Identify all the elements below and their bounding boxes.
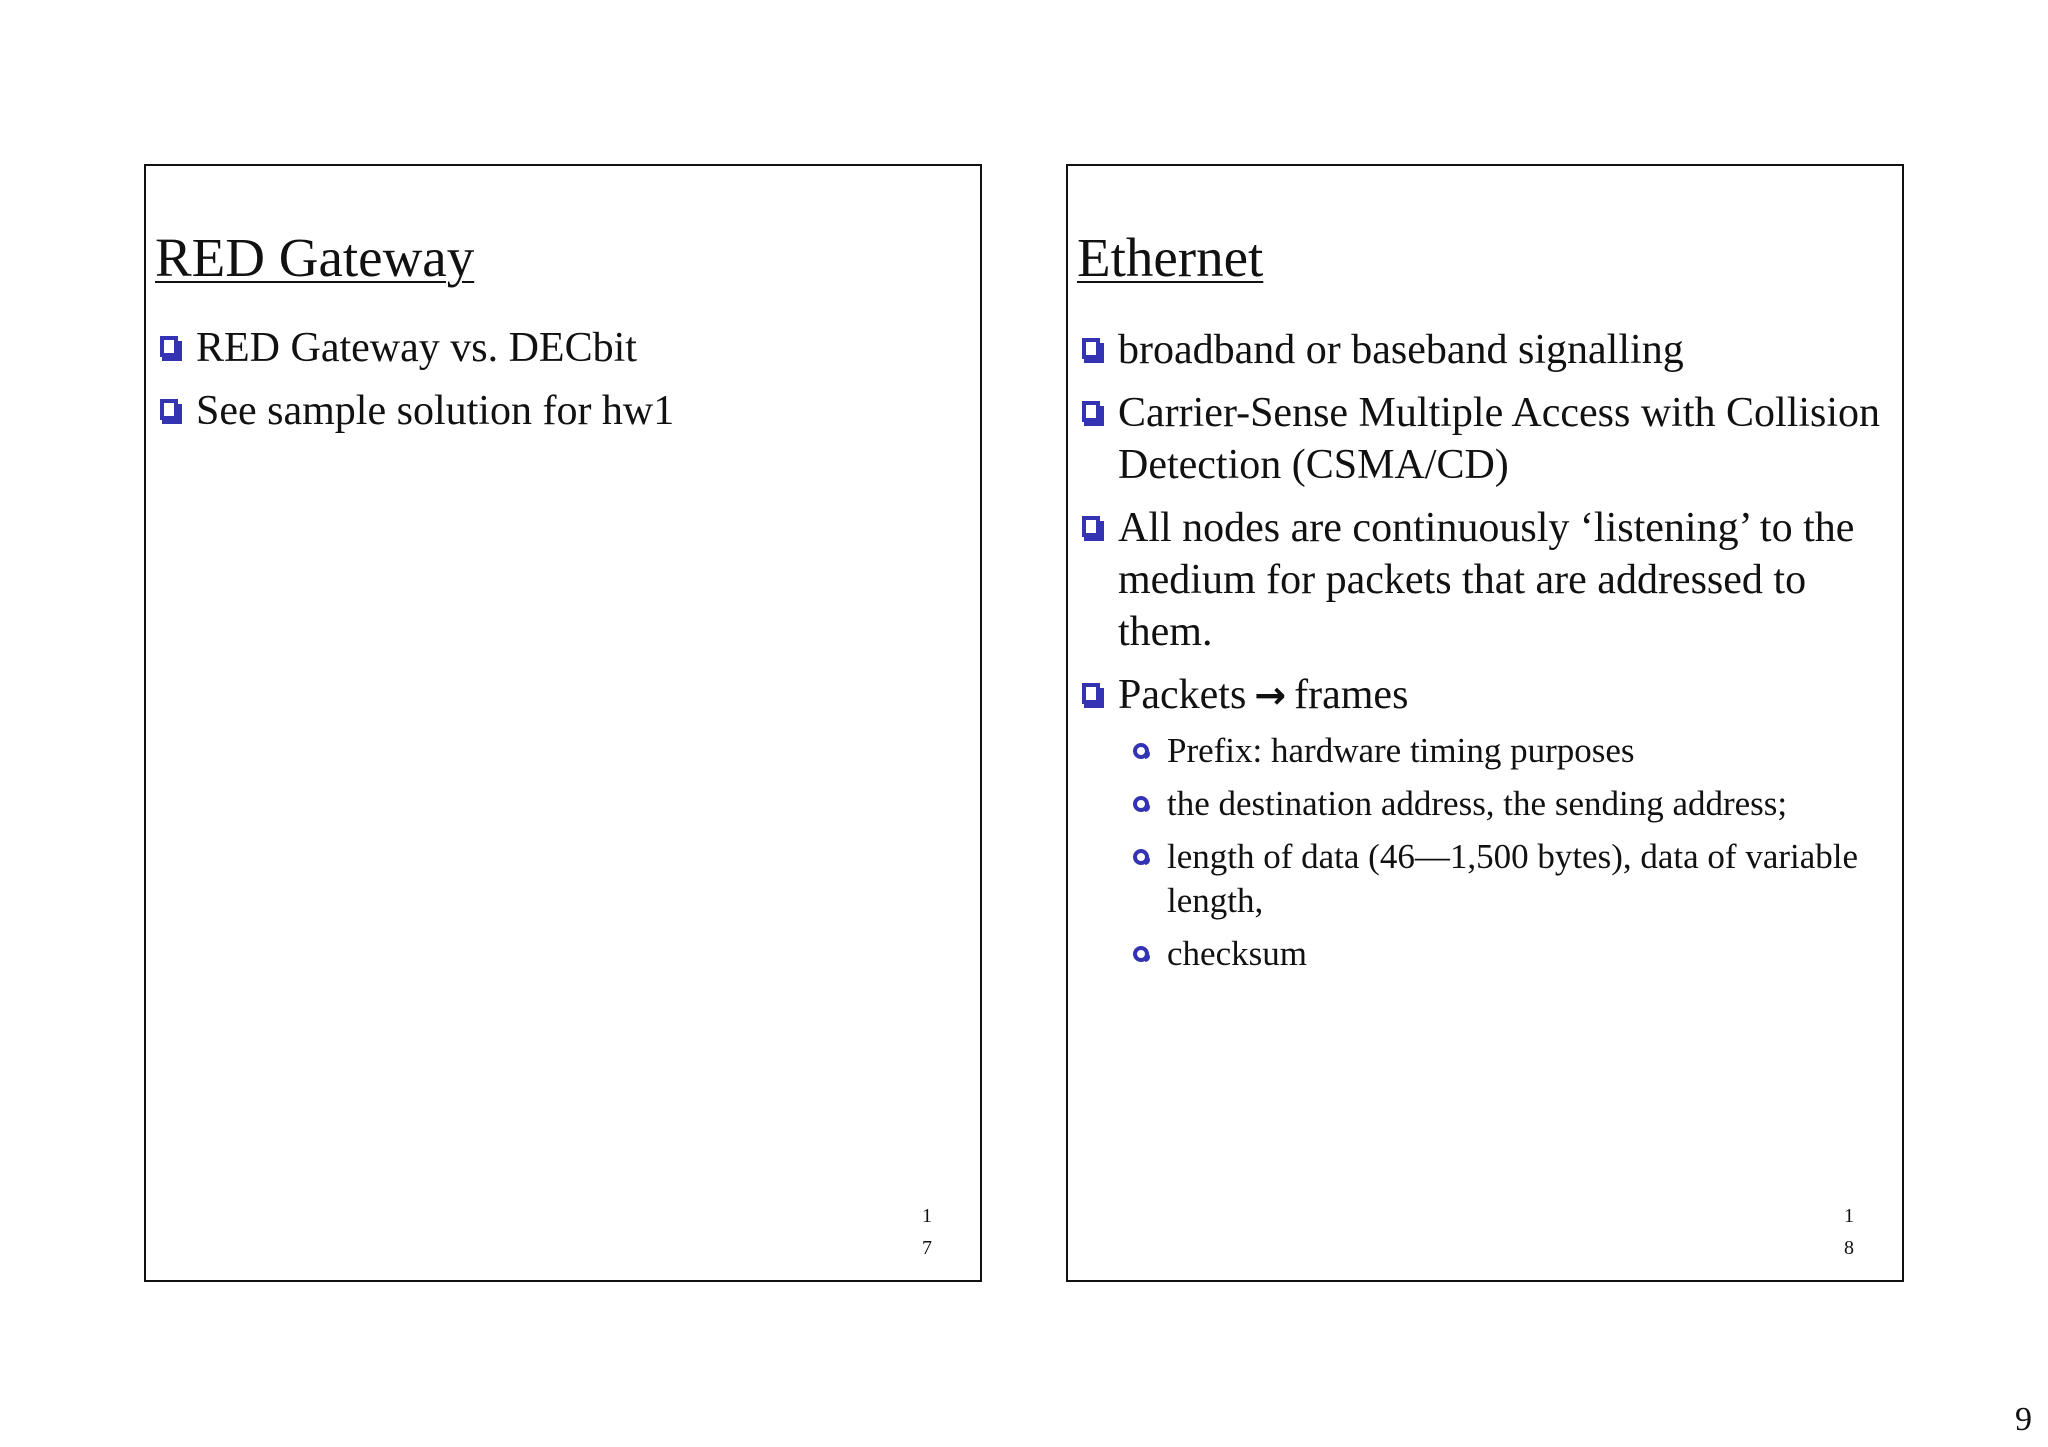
list-item [155, 385, 970, 437]
bullet-text-after: frames [1294, 672, 1409, 718]
slide-ethernet [1066, 164, 1904, 1282]
sub-bullet-text: the destination address, the sending address; [1167, 784, 1788, 823]
list-item [1077, 324, 1892, 376]
circle-bullet-icon [1133, 796, 1149, 812]
sub-bullet-list [1118, 729, 1892, 976]
sub-bullet-text: length of data (46—1,500 bytes), data of variable length, [1167, 837, 1859, 920]
sub-list-item [1118, 729, 1933, 773]
circle-bullet-icon [1133, 743, 1149, 759]
square-bullet-icon [1082, 338, 1100, 359]
circle-bullet-icon [1133, 849, 1149, 865]
bullet-text: RED Gateway vs. DECbit [196, 325, 637, 371]
list-item [1077, 669, 1892, 976]
bullet-text: Carrier-Sense Multiple Access with Collision Detection (CSMA/CD) [1118, 390, 1881, 488]
bullet-text: All nodes are continuously ‘listening’ to the medium for packets that are addressed to them. [1118, 505, 1855, 655]
slide-number: 17 [922, 1205, 932, 1259]
bullet-list [155, 322, 970, 448]
sub-list-item [1118, 932, 1933, 976]
square-bullet-icon [1082, 516, 1100, 537]
sub-bullet-text: Prefix: hardware timing purposes [1167, 731, 1635, 770]
square-bullet-icon [1082, 683, 1100, 704]
list-item [1077, 387, 1892, 491]
page-number: 9 [2015, 1401, 2032, 1438]
sub-list-item [1118, 782, 1933, 826]
circle-bullet-icon [1133, 946, 1149, 962]
bullet-text: broadband or baseband signalling [1118, 327, 1684, 373]
right-arrow-icon: → [1254, 673, 1287, 717]
square-bullet-icon [160, 399, 178, 420]
bullet-text-before: Packets [1118, 672, 1247, 718]
square-bullet-icon [1082, 401, 1100, 422]
slide-number: 18 [1844, 1205, 1854, 1259]
slide-title: Ethernet [1077, 227, 1264, 288]
slide-title: RED Gateway [155, 227, 475, 288]
sub-list-item [1118, 835, 1933, 923]
list-item [1077, 502, 1892, 658]
list-item [155, 322, 970, 374]
square-bullet-icon [160, 336, 178, 357]
slide-red-gateway [144, 164, 982, 1282]
bullet-text: See sample solution for hw1 [196, 388, 675, 434]
sub-bullet-text: checksum [1167, 934, 1307, 973]
bullet-list [1077, 324, 1892, 987]
